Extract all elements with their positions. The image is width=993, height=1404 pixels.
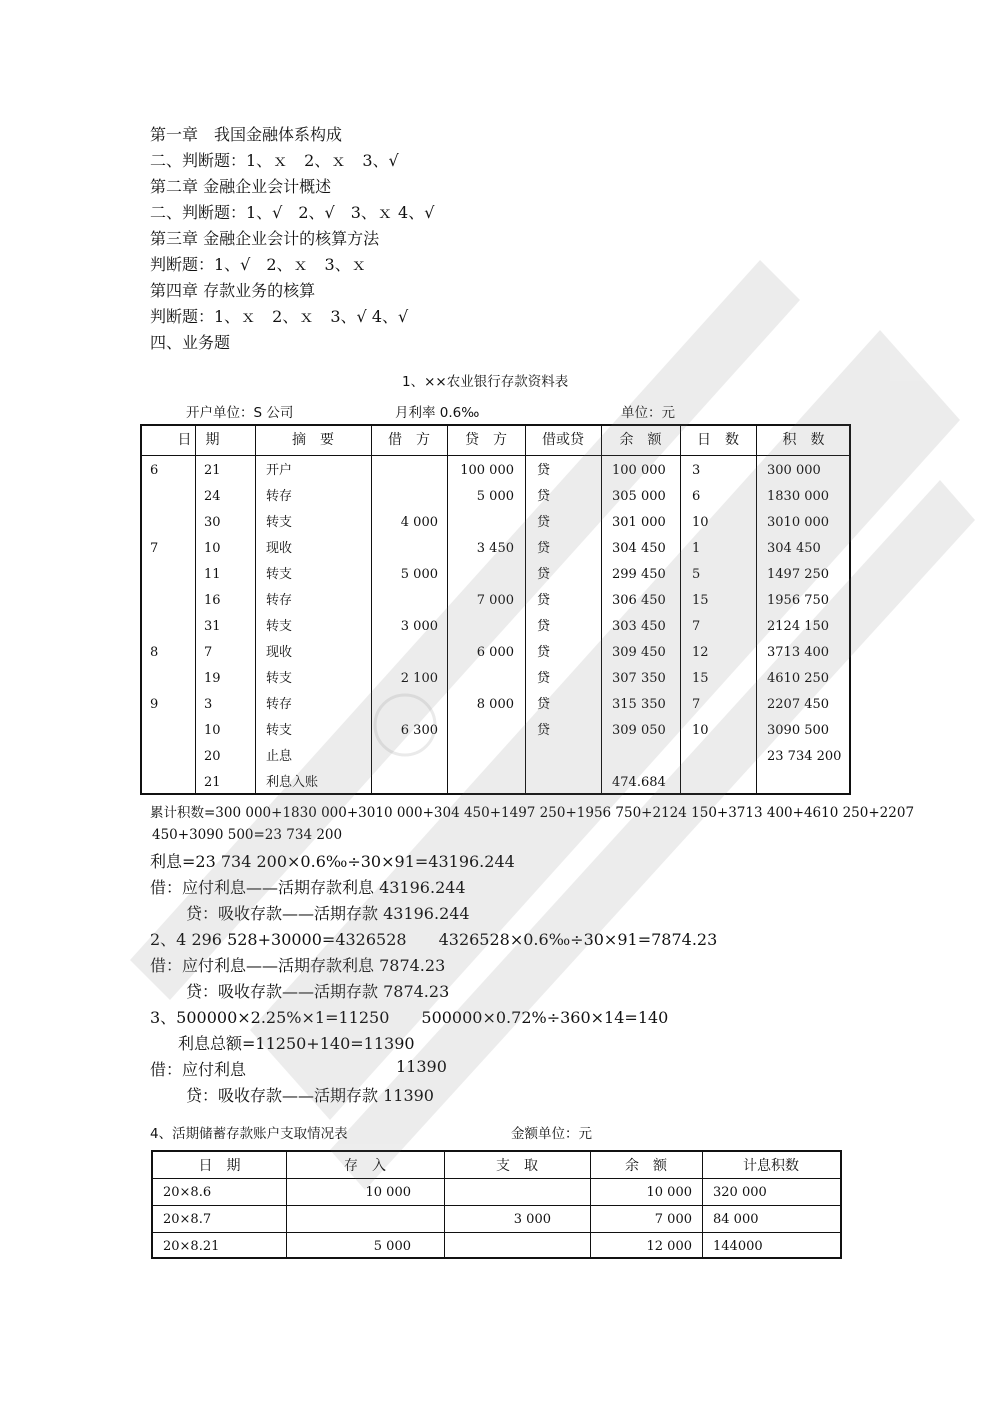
savings-withdrawal-table — [151, 1150, 842, 1259]
t1-cell-dc: 贷 — [537, 515, 551, 530]
t1-cell-month: 6 — [150, 463, 159, 478]
table2-unit: 金额单位：元 — [511, 1126, 592, 1142]
chapter-3-title: 第三章 金融企业会计的核算方法 — [150, 229, 380, 248]
question3-formula: 3、500000×2.25%×1=11250 500000×0.72%÷360×14=140 — [150, 1008, 669, 1027]
t1-cell-days: 5 — [692, 567, 701, 582]
t1-cell-credit: 8 000 — [476, 697, 514, 712]
t1-cell-summary: 转支 — [266, 515, 293, 530]
t2-header-product: 计息积数 — [743, 1158, 799, 1174]
entry3-debit-amount: 11390 — [396, 1057, 447, 1076]
t1-cell-day: 16 — [204, 593, 221, 608]
header-balance: 余 额 — [619, 432, 662, 448]
t1-cell-dc — [537, 774, 577, 792]
chapter-1-answers: 二、判断题：1、ｘ 2、ｘ 3、√ — [150, 151, 399, 170]
t1-cell-product: 1956 750 — [767, 593, 830, 608]
chapter-2-answers: 二、判断题：1、√ 2、√ 3、ｘ 4、√ — [150, 203, 435, 222]
t1-cell-balance: 309 050 — [612, 723, 666, 738]
t1-cell-product: 300 000 — [767, 463, 821, 478]
t1-cell-days — [692, 774, 742, 792]
t1-cell-product — [767, 774, 852, 792]
t1-cell-summary: 止息 — [266, 749, 293, 764]
t1-cell-summary: 转支 — [266, 619, 293, 634]
t1-cell-product: 4610 250 — [767, 671, 830, 686]
t1-cell-balance — [612, 748, 682, 766]
chapter-4-answers: 判断题：1、ｘ 2、ｘ 3、√ 4、√ — [150, 307, 409, 326]
t1-cell-debit — [374, 540, 438, 558]
t1-cell-credit: 6 000 — [476, 645, 514, 660]
t1-cell-dc: 贷 — [537, 671, 551, 686]
header-summary: 摘 要 — [292, 432, 334, 448]
t1-cell-dc: 贷 — [537, 463, 551, 478]
t1-cell-summary: 转存 — [266, 697, 293, 712]
t1-cell-day: 10 — [204, 723, 221, 738]
t2-cell-withdraw — [453, 1238, 551, 1256]
t1-cell-month — [150, 670, 190, 688]
t1-cell-month — [150, 748, 190, 766]
question3-total: 利息总额=11250+140=11390 — [178, 1034, 415, 1053]
t1-cell-credit — [450, 748, 514, 766]
t1-cell-balance: 315 350 — [612, 697, 666, 712]
t1-cell-product: 1497 250 — [767, 567, 830, 582]
section-4-title: 四、业务题 — [150, 333, 231, 352]
t1-cell-dc: 贷 — [537, 723, 551, 738]
t1-cell-product: 23 734 200 — [767, 749, 842, 764]
chapter-2-title: 第二章 金融企业会计概述 — [150, 177, 332, 196]
table1-account: 开户单位：S 公司 — [186, 405, 294, 421]
t1-cell-dc: 贷 — [537, 697, 551, 712]
t1-cell-month — [150, 618, 190, 636]
t1-cell-dc: 贷 — [537, 541, 551, 556]
t1-cell-days: 10 — [692, 723, 709, 738]
t1-cell-days: 1 — [692, 541, 701, 556]
t1-cell-day: 20 — [204, 749, 221, 764]
t1-cell-summary: 转支 — [266, 723, 293, 738]
t1-cell-dc: 贷 — [537, 645, 551, 660]
t2-cell-withdraw — [453, 1184, 551, 1202]
t1-cell-summary: 转存 — [266, 489, 293, 504]
t1-cell-summary: 开户 — [266, 463, 293, 478]
t1-cell-days: 15 — [692, 671, 709, 686]
entry3-credit: 贷：吸收存款——活期存款 11390 — [186, 1086, 434, 1105]
chapter-1-title: 第一章 我国金融体系构成 — [150, 125, 343, 144]
t2-cell-deposit: 5 000 — [373, 1239, 411, 1254]
t1-cell-day: 21 — [204, 463, 221, 478]
t1-cell-credit — [450, 618, 514, 636]
t1-cell-debit — [374, 696, 438, 714]
t1-cell-day: 24 — [204, 489, 221, 504]
t1-cell-dc: 贷 — [537, 567, 551, 582]
t2-header-balance: 余 额 — [625, 1158, 667, 1174]
t1-cell-day: 7 — [204, 645, 213, 660]
t1-cell-summary: 转支 — [266, 567, 293, 582]
t1-cell-credit — [450, 722, 514, 740]
question2-formula: 2、4 296 528+30000=4326528 4326528×0.6‰÷30×91=7874.23 — [150, 930, 718, 949]
t1-cell-month — [150, 722, 190, 740]
t1-cell-day: 10 — [204, 541, 221, 556]
t1-cell-balance: 305 000 — [612, 489, 666, 504]
t1-cell-balance: 304 450 — [612, 541, 666, 556]
t1-cell-credit: 100 000 — [460, 463, 514, 478]
table1-header-row — [142, 426, 849, 456]
t1-cell-product: 1830 000 — [767, 489, 830, 504]
t1-cell-credit: 3 450 — [476, 541, 514, 556]
t1-cell-month: 7 — [150, 541, 159, 556]
t1-cell-day: 3 — [204, 697, 213, 712]
t1-cell-product: 2124 150 — [767, 619, 830, 634]
t1-cell-days: 6 — [692, 489, 701, 504]
t2-header-deposit: 存 入 — [344, 1158, 386, 1174]
table2-title: 4、活期储蓄存款账户支取情况表 — [150, 1126, 348, 1142]
t2-cell-deposit: 10 000 — [365, 1185, 411, 1200]
t1-cell-balance: 307 350 — [612, 671, 666, 686]
t2-cell-balance: 10 000 — [646, 1185, 692, 1200]
t1-cell-day: 31 — [204, 619, 221, 634]
entry2-debit: 借：应付利息——活期存款利息 7874.23 — [150, 956, 446, 975]
t1-cell-month — [150, 592, 190, 610]
t1-cell-debit: 3 000 — [400, 619, 438, 634]
t1-cell-dc: 贷 — [537, 593, 551, 608]
t1-cell-month — [150, 774, 190, 792]
t1-cell-balance: 299 450 — [612, 567, 666, 582]
cumulative-line-1: 累计积数=300 000+1830 000+3010 000+304 450+1497 250+1956 750+2124 150+3713 400+4610 250+2207 — [150, 805, 915, 821]
t1-cell-day: 21 — [204, 775, 221, 790]
t2-header-withdraw: 支 取 — [496, 1158, 538, 1174]
entry1-debit: 借：应付利息——活期存款利息 43196.244 — [150, 878, 466, 897]
entry3-debit-label: 借：应付利息 — [150, 1060, 247, 1079]
t2-cell-balance: 12 000 — [646, 1239, 692, 1254]
t1-cell-balance: 306 450 — [612, 593, 666, 608]
entry2-credit: 贷：吸收存款——活期存款 7874.23 — [186, 982, 450, 1001]
t1-cell-balance: 474.684 — [612, 775, 666, 790]
table1-unit: 单位：元 — [621, 405, 675, 421]
t1-cell-days: 15 — [692, 593, 709, 608]
t1-cell-month — [150, 488, 190, 506]
header-date: 日 期 — [177, 432, 220, 448]
t1-cell-balance: 309 450 — [612, 645, 666, 660]
t1-cell-month: 8 — [150, 645, 159, 660]
t1-cell-product: 2207 450 — [767, 697, 830, 712]
t1-cell-balance: 303 450 — [612, 619, 666, 634]
header-product: 积 数 — [782, 432, 825, 448]
cumulative-line-2: 450+3090 500=23 734 200 — [152, 827, 343, 843]
t1-cell-summary: 转存 — [266, 593, 293, 608]
t1-cell-debit — [374, 462, 438, 480]
t1-cell-credit — [450, 514, 514, 532]
t1-cell-days: 7 — [692, 697, 701, 712]
interest-formula: 利息=23 734 200×0.6‰÷30×91=43196.244 — [150, 852, 515, 871]
header-dc: 借或贷 — [542, 432, 584, 448]
t2-cell-balance: 7 000 — [654, 1212, 692, 1227]
t1-cell-product: 3010 000 — [767, 515, 830, 530]
t1-cell-summary: 现收 — [266, 645, 293, 660]
t1-cell-credit — [450, 670, 514, 688]
table1-rate: 月利率 0.6‰ — [395, 405, 480, 421]
t1-cell-dc: 贷 — [537, 489, 551, 504]
t1-cell-balance: 301 000 — [612, 515, 666, 530]
t1-cell-month — [150, 566, 190, 584]
t2-cell-product: 320 000 — [713, 1185, 767, 1200]
t2-header-date: 日 期 — [198, 1158, 241, 1174]
t1-cell-credit: 7 000 — [476, 593, 514, 608]
t1-cell-days: 7 — [692, 619, 701, 634]
t2-cell-deposit — [293, 1211, 411, 1229]
t1-cell-day: 30 — [204, 515, 221, 530]
t1-cell-month: 9 — [150, 697, 159, 712]
t1-cell-debit — [374, 488, 438, 506]
t1-cell-days — [692, 748, 742, 766]
t1-cell-summary: 现收 — [266, 541, 293, 556]
t1-cell-dc: 贷 — [537, 619, 551, 634]
t1-cell-dc — [537, 748, 577, 766]
chapter-4-title: 第四章 存款业务的核算 — [150, 281, 316, 300]
header-credit: 贷 方 — [465, 432, 507, 448]
t1-cell-summary: 转支 — [266, 671, 293, 686]
t1-cell-days: 12 — [692, 645, 709, 660]
t1-cell-debit — [374, 774, 438, 792]
t1-cell-balance: 100 000 — [612, 463, 666, 478]
t1-cell-credit — [450, 566, 514, 584]
t2-cell-product: 84 000 — [713, 1212, 759, 1227]
t1-cell-summary: 利息入账 — [266, 775, 319, 790]
t1-cell-product: 3713 400 — [767, 645, 830, 660]
chapter-3-answers: 判断题：1、√ 2、ｘ 3、ｘ — [150, 255, 367, 274]
t1-cell-product: 304 450 — [767, 541, 821, 556]
table1-title: 1、××农业银行存款资料表 — [402, 374, 569, 390]
t1-cell-debit: 6 300 — [400, 723, 438, 738]
t2-cell-date: 20×8.6 — [163, 1185, 212, 1200]
header-debit: 借 方 — [388, 432, 430, 448]
t2-cell-date: 20×8.7 — [163, 1212, 212, 1227]
t1-cell-debit: 2 100 — [400, 671, 438, 686]
t1-cell-credit: 5 000 — [476, 489, 514, 504]
t1-cell-credit — [450, 774, 514, 792]
t2-cell-withdraw: 3 000 — [513, 1212, 551, 1227]
t1-cell-debit — [374, 592, 438, 610]
t1-cell-debit — [374, 644, 438, 662]
t2-cell-product: 144000 — [713, 1239, 763, 1254]
t1-cell-days: 3 — [692, 463, 701, 478]
t1-cell-debit: 5 000 — [400, 567, 438, 582]
t1-cell-day: 19 — [204, 671, 221, 686]
t1-cell-days: 10 — [692, 515, 709, 530]
header-days: 日 数 — [697, 432, 739, 448]
t1-cell-debit: 4 000 — [400, 515, 438, 530]
t1-cell-product: 3090 500 — [767, 723, 830, 738]
t1-cell-month — [150, 514, 190, 532]
deposit-data-table — [140, 424, 851, 795]
t2-cell-date: 20×8.21 — [163, 1239, 220, 1254]
t1-cell-debit — [374, 748, 438, 766]
entry1-credit: 贷：吸收存款——活期存款 43196.244 — [186, 904, 470, 923]
t1-cell-day: 11 — [204, 567, 221, 582]
